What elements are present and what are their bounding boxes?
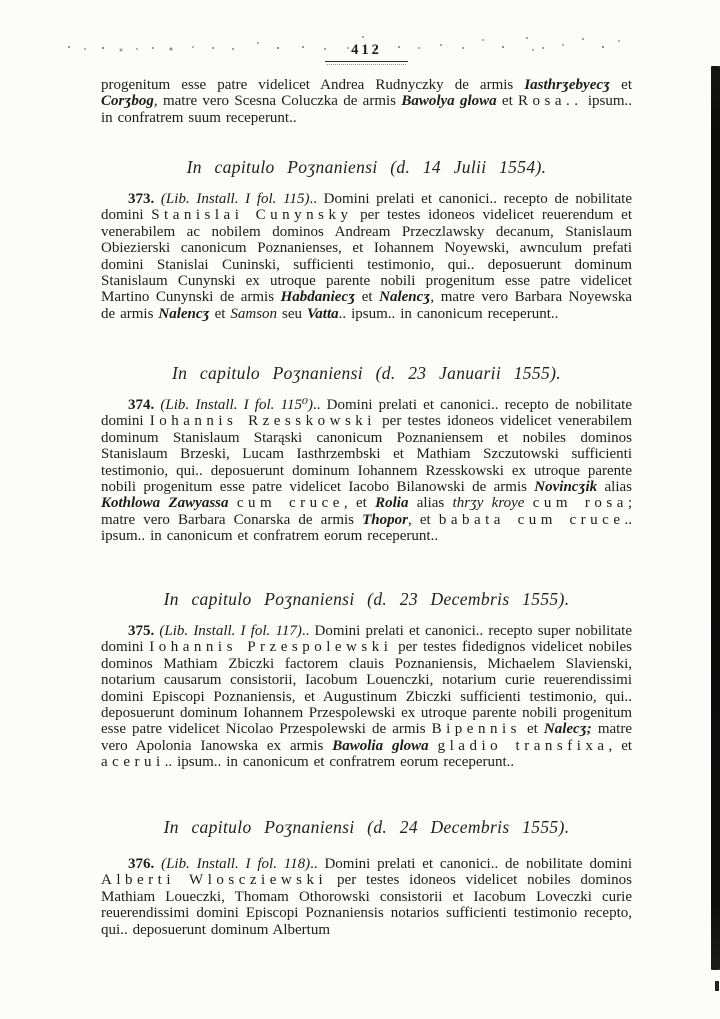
- text-segment: (Lib. Install. I fol. 118): [154, 856, 311, 872]
- text-segment: 374.: [128, 397, 155, 413]
- text-segment: Samson: [230, 305, 278, 322]
- entry-374: [101, 397, 632, 545]
- text-segment: Habdaniecʒ: [280, 289, 356, 306]
- text-segment: .. ipsum.. in canonicum receperunt..: [338, 305, 559, 322]
- page-number: [101, 41, 632, 62]
- text-segment: Nalencʒ: [158, 305, 210, 322]
- text-segment: et: [520, 721, 544, 738]
- text-segment: Bawolia glowa: [332, 737, 429, 754]
- text-segment: per testes fidedignos videlicet nobiles dominos Mathiam Zbiczki factorem clauis Poznaniensis, Michaelem Slavienski, notarium causarum consistorii, Iacobum Louenczki, notarium curie reuerendissimi domini Episcopi Poznaniensis, et Augustinum Zbiczki sufficienti testimonio, qui.. deposuerunt dominum Iohannem Przespolewski ex utroque parente nobili progenitum esse patre videlicet Nicolao Przespolewski de armis: [101, 639, 633, 738]
- text-segment: , et: [608, 737, 633, 754]
- text-segment: per testes idoneos videlicet nobiles dominos Mathiam Loueczki, Thomam Othorowski consistorii et Iacobum Loveczki curie reuerendissimi domini Episcopi Poznaniensis notarios sufficienti testimonio recepto, qui.. deposuerunt dominum Albertum: [101, 872, 632, 938]
- text-segment: Stanislai Cunynsky: [151, 207, 353, 224]
- text-segment: .. Domini prelati et canonici.. de nobilitate domini: [310, 856, 632, 872]
- text-segment: et: [209, 305, 231, 322]
- entry-375: [101, 623, 632, 771]
- text-segment: .. Domini prelati et canonici.. recepto super nobilitate domini: [101, 623, 632, 656]
- text-segment: et: [610, 77, 632, 93]
- text-segment: Corʒbog: [101, 93, 154, 110]
- text-segment: 376.: [128, 856, 155, 872]
- scan-noise-speckles: [62, 34, 64, 36]
- text-segment: babata cum cruce: [438, 511, 625, 528]
- text-segment: per testes idoneos videlicet reuerendum et venerabilem ac nobilem dominos Andream Przeczlawsky decanum, Stanislaum Obiezierski canonicum Poznanienses, et Iohannem Noyewski, awnculum prefati domini Stanislai Cuninski, sufficienti testimonio, qui.. deposuerunt dominum Stanislaum Cunynski ex utroque parente nobili progenitum esse patre videlicet Martino Cunynski de armis: [101, 207, 632, 306]
- text-segment: 373.: [128, 191, 155, 207]
- section-heading-1555-01-23: In capitulo Poʒnaniensi (d. 23 Januarii 1555).: [172, 363, 561, 383]
- text-segment: , matre vero Barbara Noyewska de armis: [101, 289, 632, 322]
- text-segment: Rosa..: [518, 93, 583, 110]
- entry-376: [101, 856, 632, 938]
- scan-artifact-gutter-bar: [711, 66, 720, 970]
- text-segment: cum cruce: [236, 495, 344, 512]
- scan-artifact-mark: [715, 981, 719, 991]
- text-segment: Vatta: [306, 305, 339, 322]
- text-segment: Novincʒik: [534, 479, 598, 496]
- text-segment: Bipennis: [431, 721, 521, 738]
- text-segment: .. ipsum.. in canonicum et confratrem eorum receperunt..: [164, 754, 515, 771]
- text-segment: Thopor: [362, 511, 408, 528]
- text-segment: Iohannis Rzesskowski: [149, 413, 376, 430]
- text-segment: ipsum.. in confratrem suum receperunt..: [101, 93, 633, 126]
- text-segment: (Lib. Install. I fol. 117): [154, 623, 302, 639]
- text-segment: [229, 495, 237, 511]
- text-segment: , matre vero Scesna Coluczka de armis: [153, 93, 402, 110]
- text-segment: alias: [597, 479, 632, 496]
- text-segment: Iohannis Przespolewski: [149, 639, 393, 656]
- text-segment: Kothlowa Zawyassa: [101, 495, 229, 512]
- text-segment: thrʒy kroye: [452, 495, 525, 512]
- section-heading-1555-12-24: In capitulo Poʒnaniensi (d. 24 Decembris 1555).: [163, 817, 570, 837]
- text-segment: .. Domini prelati et canonici.. recepto de nobilitate domini: [101, 397, 632, 430]
- text-segment: matre vero Apolonia Ianowska ex armis: [101, 721, 632, 754]
- section-heading-1555-12-23: In capitulo Poʒnaniensi (d. 23 Decembris 1555).: [163, 589, 570, 609]
- text-segment: acerui: [101, 754, 165, 771]
- text-segment: , et: [343, 495, 376, 512]
- text-segment: Alberti Wloscziewski: [101, 872, 328, 889]
- page-number-text: 412: [325, 42, 408, 62]
- paragraph-continuation: [101, 77, 632, 126]
- text-segment: 375.: [128, 623, 155, 639]
- text-segment: , et: [407, 511, 439, 528]
- text-segment: Iasthrʒebyecʒ: [524, 77, 611, 93]
- text-segment: [429, 738, 438, 754]
- text-segment: gladio transfixa: [437, 737, 609, 754]
- text-segment: .. ipsum.. in canonicum et confratrem eorum receperunt..: [101, 511, 632, 545]
- section-heading-1554-07-14: In capitulo Poʒnaniensi (d. 14 Julii 1554).: [186, 157, 547, 177]
- entry-373: [101, 191, 632, 322]
- text-segment: per testes idoneos videlicet venerabilem dominum Stanislaum Starąski canonicum Poznaniensem et nobiles dominos Stanislaum Brzeski, Lucam Iasthrzembski et Mathiam Szczutowski sufficienti testimonio, qui.. deposuerunt dominum Iohannem Rzesskowski ex utroque parente nobili progenitum esse patre videlicet Iacobo Bilanowski de armis: [101, 413, 632, 496]
- text-segment: Bawolya glowa: [401, 93, 497, 110]
- text-segment: Rolia: [375, 495, 409, 512]
- text-segment: cum rosa: [532, 495, 628, 512]
- text-segment: (Lib. Install. I fol. 115⁰): [154, 397, 313, 413]
- text-segment: seu: [277, 305, 307, 322]
- text-segment: [524, 495, 532, 511]
- text-segment: Nalecʒ;: [543, 721, 592, 738]
- text-segment: Nalencʒ: [379, 289, 431, 306]
- text-segment: et: [355, 289, 380, 306]
- text-segment: et: [496, 93, 519, 110]
- text-segment: alias: [408, 495, 453, 512]
- text-segment: ; matre vero Barbara Conarska de armis: [101, 495, 633, 528]
- text-segment: .. Domini prelati et canonici.. recepto de nobilitate domini: [101, 191, 632, 224]
- text-segment: progenitum esse patre videlicet Andrea Rudnyczky de armis: [101, 77, 525, 93]
- text-segment: (Lib. Install. I fol. 115): [154, 191, 310, 207]
